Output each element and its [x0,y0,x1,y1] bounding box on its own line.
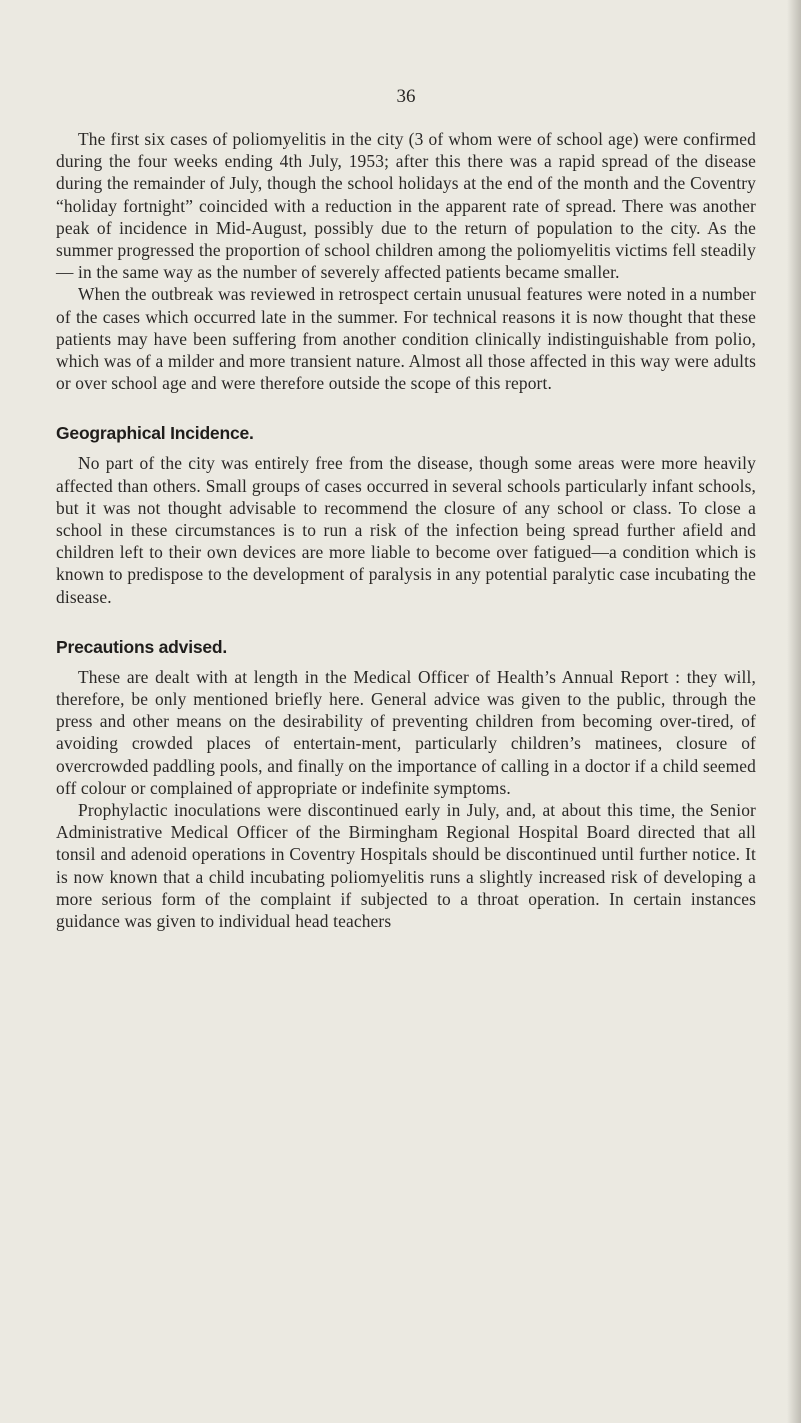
document-page [56,86,756,932]
page-edge-shadow [787,0,801,1423]
heading-precautions-advised: Precautions advised. [56,636,228,657]
page-number: 36 [396,86,416,107]
paragraph-prophylactic-inoculations: Prophylactic inoculations were discontinued early in July, and, at about this time, the Senior Administrative Medical Officer of the Birmingham Regional Hospital Board directed that all tonsil and adenoid operations in Coventry Hospitals should be discontinued until further notice. It is now known that a child incubating poliomyelitis runs a slightly increased risk of developing a more serious form of the complaint if subjected to a throat operation. In certain instances guidance was given to individual head teachers [56,800,756,932]
paragraph-geographical-incidence: No part of the city was entirely free from the disease, though some areas were more heavily affected than others. Small groups of cases occurred in several schools particularly infant schools, but it was not thought advisable to recommend the closure of any school or class. To close a school in these circumstances is to run a risk of the infection being spread further afield and children left to their own devices are more liable to become over fatigued—a condition which is known to predispose to the development of paralysis in any potential paralytic case incubating the disease. [56,453,756,607]
paragraph-retrospective-review: When the outbreak was reviewed in retrospect certain unusual features were noted in a number of the cases which occurred late in the summer. For technical reasons it is now thought that these patients may have been suffering from another condition clinically indistinguishable from polio, which was of a milder and more transient nature. Almost all those affected in this way were adults or over school age and were therefore outside the scope of this report. [56,284,756,394]
paragraph-precautions: These are dealt with at length in the Medical Officer of Health’s Annual Report : they will, therefore, be only mentioned briefly here. General advice was given to the public, through the press and other means on the desirability of preventing children from becoming over-tired, of avoiding crowded places of entertain-ment, particularly children’s matinees, closure of overcrowded paddling pools, and finally on the importance of calling in a doctor if a child seemed off colour or complained of appropriate or indefinite symptoms. [56,666,756,798]
body-text [56,128,756,932]
heading-geographical-incidence: Geographical Incidence. [56,423,254,444]
paragraph-outbreak-timeline: The first six cases of poliomyelitis in the city (3 of whom were of school age) were confirmed during the four weeks ending 4th July, 1953; after this there was a rapid spread of the disease during the remainder of July, though the school holidays at the end of the month and the Coventry “holiday fortnight” coincided with a reduction in the apparent rate of spread. There was another peak of incidence in Mid-August, possibly due to the return of population to the city. As the summer progressed the proportion of school children among the poliomyelitis victims fell steadily— in the same way as the number of severely affected patients became smaller. [56,129,756,283]
